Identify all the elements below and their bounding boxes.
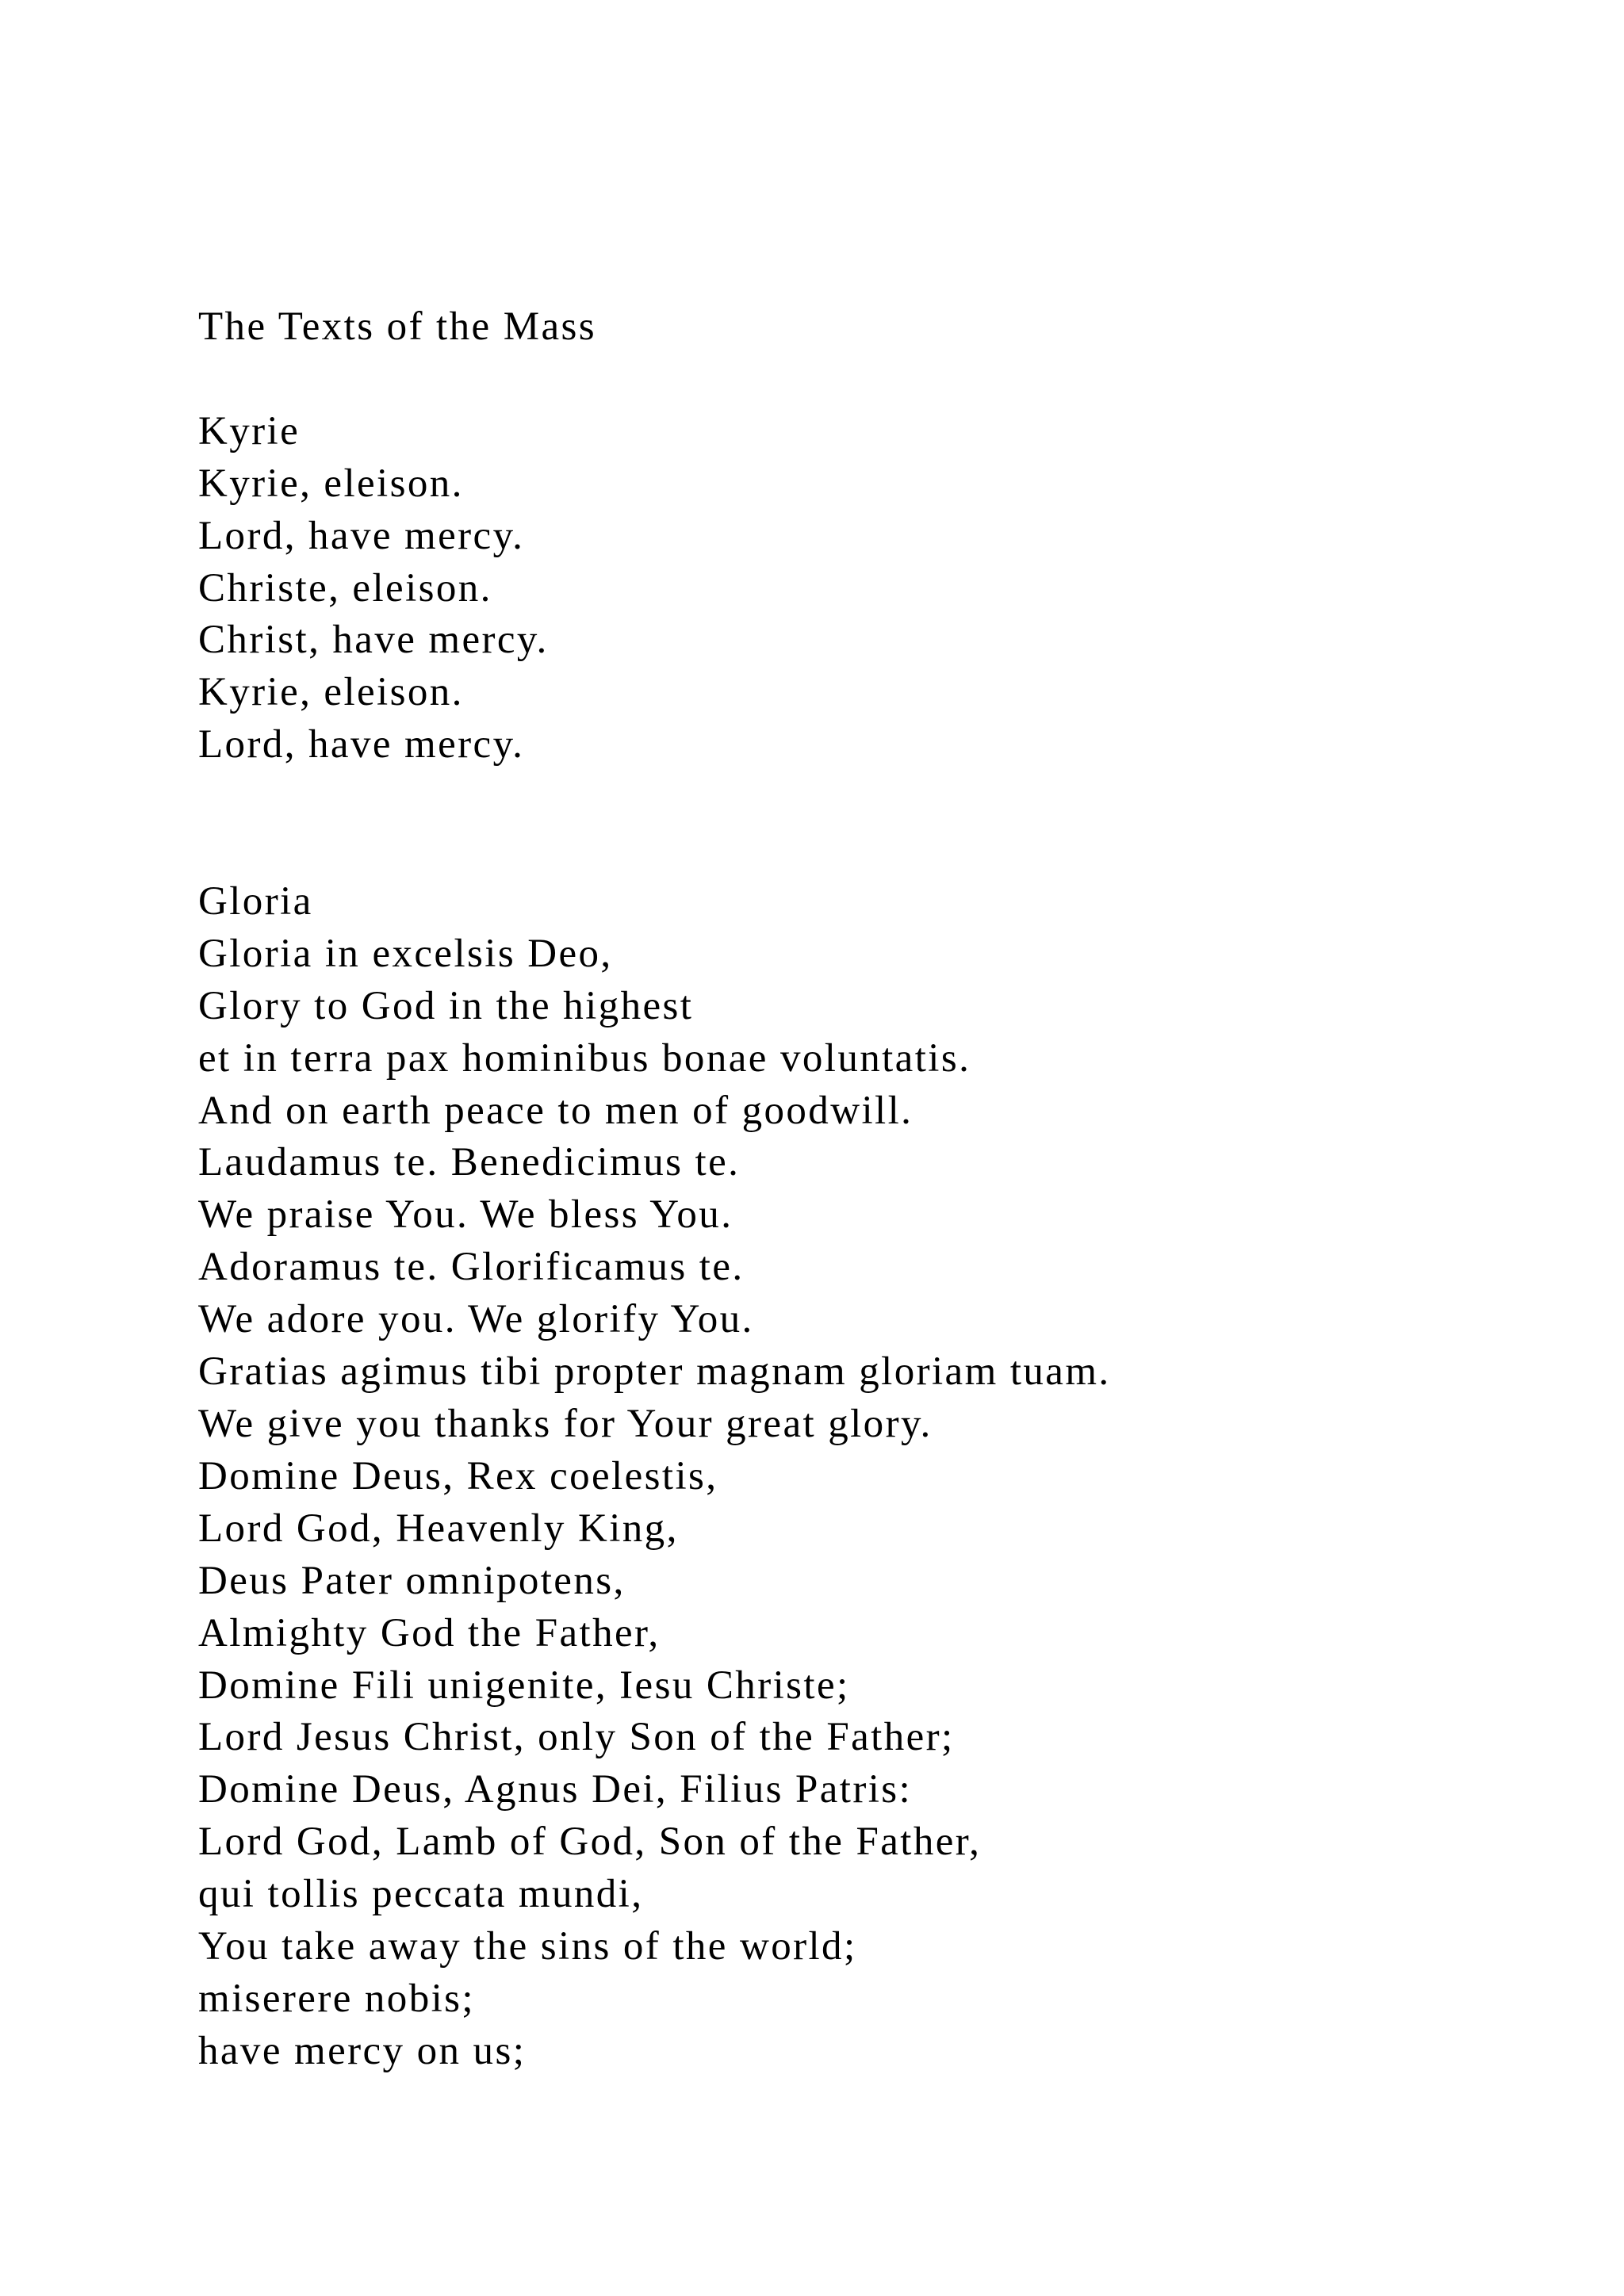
text-line: Christ, have mercy. bbox=[198, 618, 549, 663]
text-line: Adoramus te. Glorificamus te. bbox=[198, 1245, 745, 1290]
section-heading-kyrie: Kyrie bbox=[198, 408, 301, 453]
text-line: Domine Deus, Agnus Dei, Filius Patris: bbox=[198, 1767, 913, 1812]
spacer bbox=[198, 771, 1546, 876]
text-line: Lord God, Heavenly King, bbox=[198, 1506, 679, 1551]
text-line: Domine Deus, Rex coelestis, bbox=[198, 1453, 718, 1498]
text-line: have mercy on us; bbox=[198, 2028, 527, 2073]
text-line: Glory to God in the highest bbox=[198, 983, 694, 1028]
text-line: Kyrie, eleison. bbox=[198, 670, 464, 715]
text-line: Almighty God the Father, bbox=[198, 1610, 661, 1655]
text-line: You take away the sins of the world; bbox=[198, 1924, 857, 1969]
document-title: The Texts of the Mass bbox=[198, 304, 596, 349]
text-line: Christe, eleison. bbox=[198, 565, 492, 610]
text-line: Lord God, Lamb of God, Son of the Father, bbox=[198, 1820, 982, 1865]
spacer bbox=[198, 354, 1546, 406]
text-line: et in terra pax hominibus bonae voluntatis. bbox=[198, 1035, 971, 1081]
section-heading-gloria: Gloria bbox=[198, 878, 313, 924]
text-line: qui tollis peccata mundi, bbox=[198, 1872, 644, 1917]
text-line: Deus Pater omnipotens, bbox=[198, 1558, 626, 1603]
text-line: And on earth peace to men of goodwill. bbox=[198, 1088, 914, 1133]
text-line: We praise You. We bless You. bbox=[198, 1192, 733, 1238]
text-line: Lord Jesus Christ, only Son of the Father; bbox=[198, 1715, 955, 1760]
text-line: Lord, have mercy. bbox=[198, 513, 525, 558]
text-line: We adore you. We glorify You. bbox=[198, 1297, 754, 1342]
text-line: Laudamus te. Benedicimus te. bbox=[198, 1140, 741, 1185]
text-line: Domine Fili unigenite, Iesu Christe; bbox=[198, 1663, 850, 1708]
text-line: miserere nobis; bbox=[198, 1976, 475, 2021]
text-line: Lord, have mercy. bbox=[198, 722, 525, 767]
text-line: We give you thanks for Your great glory. bbox=[198, 1402, 933, 1446]
document-body bbox=[198, 301, 1546, 2078]
text-line: Gratias agimus tibi propter magnam gloriam tuam. bbox=[198, 1349, 1111, 1395]
text-line: Kyrie, eleison. bbox=[198, 461, 464, 506]
text-line: Gloria in excelsis Deo, bbox=[198, 931, 613, 976]
